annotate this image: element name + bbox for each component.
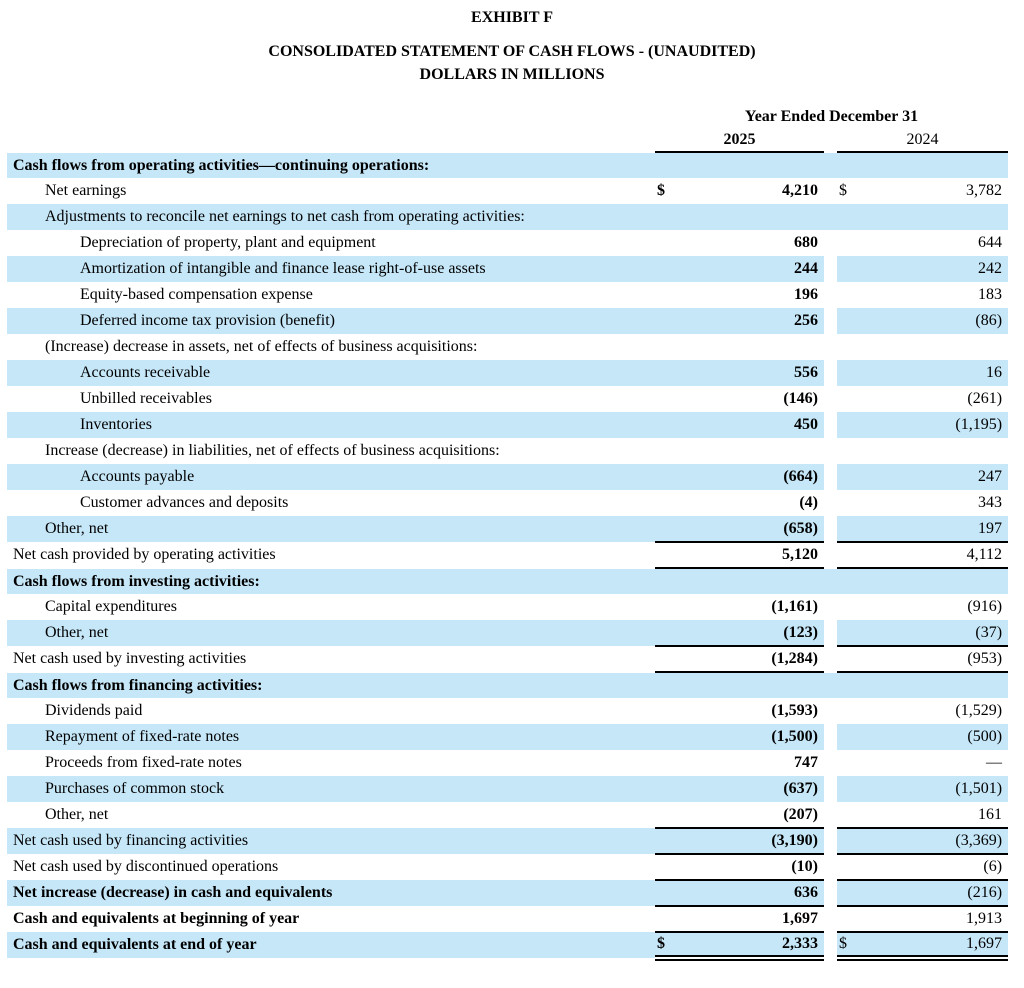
- value-2024: [837, 360, 1008, 386]
- value-text: (1,195): [955, 416, 1003, 433]
- row-label: Repayment of fixed-rate notes: [7, 724, 655, 750]
- column-gap: [824, 542, 837, 568]
- row-label: Accounts payable: [7, 464, 655, 490]
- column-gap: [824, 932, 837, 958]
- table-row: [7, 854, 1008, 880]
- column-gap: [824, 490, 837, 516]
- row-label: Adjustments to reconcile net earnings to net cash from operating activities:: [7, 204, 1008, 230]
- value-2024: [837, 386, 1008, 412]
- value-text: (216): [967, 884, 1003, 901]
- row-label: Accounts receivable: [7, 360, 655, 386]
- row-label: Cash and equivalents at end of year: [7, 932, 655, 958]
- value-text: (916): [967, 598, 1003, 615]
- row-label: Net cash used by discontinued operations: [13, 858, 279, 875]
- table-row: [7, 178, 1008, 204]
- row-label: Net cash used by financing activities: [7, 828, 655, 854]
- value-text: (3,190): [771, 832, 818, 849]
- value-text: 256: [794, 312, 818, 329]
- value-text: 450: [794, 416, 818, 433]
- row-label: (Increase) decrease in assets, net of effects of business acquisitions:: [45, 338, 478, 355]
- row-label: Other, net: [7, 620, 655, 646]
- column-gap: [824, 906, 837, 932]
- row-label: Cash flows from investing activities:: [7, 568, 1008, 594]
- value-text: (3,369): [955, 832, 1003, 849]
- value-text: 636: [794, 884, 818, 901]
- value-2025: [655, 620, 824, 646]
- column-gap: [824, 256, 837, 282]
- value-2025: [655, 932, 824, 958]
- table-row: [7, 802, 1008, 828]
- value-2025: [655, 646, 824, 672]
- column-gap: [824, 620, 837, 646]
- row-label: Net cash provided by operating activities: [13, 546, 276, 563]
- value-text: —: [986, 754, 1003, 771]
- value-2025: [655, 412, 824, 438]
- table-row: [7, 438, 1008, 464]
- column-gap: [824, 646, 837, 672]
- value-2025: [655, 542, 824, 568]
- header-spacer: [7, 106, 655, 128]
- row-label: Proceeds from fixed-rate notes: [45, 754, 242, 771]
- value-text: (953): [967, 650, 1003, 667]
- value-2025: [655, 282, 824, 308]
- value-text: (146): [783, 390, 818, 407]
- column-gap: [824, 880, 837, 906]
- value-2024: [837, 906, 1008, 932]
- value-text: 197: [978, 519, 1003, 537]
- value-text: (664): [783, 468, 818, 485]
- period-header-row: [7, 106, 1008, 128]
- row-label: Cash flows from operating activities—continuing operations:: [7, 152, 1008, 178]
- row-label: Equity-based compensation expense: [80, 286, 313, 303]
- period-header: Year Ended December 31: [744, 108, 919, 125]
- row-label: Deferred income tax provision (benefit): [7, 308, 655, 334]
- value-text: 196: [794, 286, 818, 303]
- value-text: 242: [978, 260, 1003, 277]
- table-row: [7, 542, 1008, 568]
- value-2025: [655, 386, 824, 412]
- value-2025: [655, 698, 824, 724]
- row-label: Dividends paid: [45, 702, 143, 719]
- dollar-sign: $: [657, 182, 665, 199]
- table-row: [7, 672, 1008, 698]
- value-text: 2,333: [782, 935, 818, 952]
- column-gap: [824, 386, 837, 412]
- value-text: (500): [967, 728, 1003, 745]
- table-row: [7, 620, 1008, 646]
- value-text: (637): [783, 780, 818, 797]
- table-row: [7, 568, 1008, 594]
- value-text: (1,593): [771, 702, 818, 719]
- row-label: Net earnings: [45, 182, 127, 199]
- value-2024: [837, 412, 1008, 438]
- row-label: Inventories: [7, 412, 655, 438]
- column-gap: [824, 776, 837, 802]
- value-text: 1,697: [966, 935, 1003, 952]
- value-text: 161: [978, 805, 1003, 823]
- table-row: [7, 516, 1008, 542]
- value-text: (658): [783, 519, 818, 537]
- column-gap: [824, 724, 837, 750]
- value-2024: [837, 256, 1008, 282]
- column-header-2025: 2025: [655, 128, 824, 152]
- row-label: Other, net: [7, 516, 655, 542]
- cash-flow-table: [7, 106, 1008, 961]
- column-gap: [824, 854, 837, 880]
- value-2024: [837, 880, 1008, 906]
- value-2024: [837, 230, 1008, 256]
- row-label: Amortization of intangible and finance lease right-of-use assets: [7, 256, 655, 282]
- column-gap: [824, 360, 837, 386]
- value-2025: [655, 230, 824, 256]
- table-row: [7, 698, 1008, 724]
- table-row: [7, 386, 1008, 412]
- value-text: (6): [983, 858, 1003, 875]
- value-2025: [655, 750, 824, 776]
- value-2024: [837, 594, 1008, 620]
- table-row: [7, 334, 1008, 360]
- value-text: (1,529): [955, 702, 1003, 719]
- table-row: [7, 828, 1008, 854]
- value-2025: [655, 594, 824, 620]
- value-text: (261): [967, 390, 1003, 407]
- value-2025: [655, 724, 824, 750]
- value-2024: [837, 828, 1008, 854]
- value-text: 1,913: [966, 910, 1003, 927]
- column-header-2024: 2024: [837, 128, 1008, 152]
- column-gap: [824, 412, 837, 438]
- statement-units: DOLLARS IN MILLIONS: [419, 66, 605, 83]
- row-label: Capital expenditures: [45, 598, 177, 615]
- value-text: (207): [783, 805, 818, 823]
- value-2025: [655, 828, 824, 854]
- value-2024: [837, 464, 1008, 490]
- column-gap: [824, 464, 837, 490]
- value-text: 183: [978, 286, 1003, 303]
- value-2024: [837, 542, 1008, 568]
- column-gap: [824, 698, 837, 724]
- row-label: Customer advances and deposits: [80, 494, 289, 511]
- value-2024: [837, 282, 1008, 308]
- exhibit-title: EXHIBIT F: [471, 9, 553, 26]
- value-2025: [655, 516, 824, 542]
- dollar-sign: $: [839, 182, 847, 199]
- value-2025: [655, 776, 824, 802]
- value-2025: [655, 360, 824, 386]
- table-row: [7, 308, 1008, 334]
- value-2025: [655, 880, 824, 906]
- row-label: Unbilled receivables: [80, 390, 212, 407]
- year-header-row: [7, 128, 1008, 152]
- column-gap: [824, 828, 837, 854]
- table-row: [7, 932, 1008, 958]
- column-gap: [824, 282, 837, 308]
- table-row: [7, 906, 1008, 932]
- value-text: 556: [794, 364, 818, 381]
- table-row: [7, 594, 1008, 620]
- value-2024: [837, 620, 1008, 646]
- cash-flow-table-body: [7, 152, 1008, 958]
- row-label: Net increase (decrease) in cash and equivalents: [7, 880, 655, 906]
- row-label: Net cash used by investing activities: [13, 650, 247, 667]
- value-2024: [837, 802, 1008, 828]
- row-label: Cash and equivalents at beginning of year: [13, 910, 300, 927]
- table-row: [7, 282, 1008, 308]
- value-text: 680: [794, 234, 818, 251]
- table-row: [7, 776, 1008, 802]
- value-2025: [655, 906, 824, 932]
- column-gap: [824, 178, 837, 204]
- statement-title: CONSOLIDATED STATEMENT OF CASH FLOWS - (UNAUDITED): [268, 43, 756, 60]
- value-2024: [837, 932, 1008, 958]
- document-header: [0, 9, 1024, 86]
- value-text: (123): [783, 623, 818, 641]
- value-2024: [837, 178, 1008, 204]
- value-2025: [655, 802, 824, 828]
- row-label: Other, net: [45, 806, 109, 823]
- value-text: 3,782: [966, 182, 1003, 199]
- table-row: [7, 412, 1008, 438]
- table-row: [7, 750, 1008, 776]
- table-row: [7, 204, 1008, 230]
- value-2024: [837, 308, 1008, 334]
- value-2025: [655, 256, 824, 282]
- value-text: 16: [986, 364, 1003, 381]
- column-gap: [824, 750, 837, 776]
- table-row: [7, 490, 1008, 516]
- cash-flow-table-head: [7, 106, 1008, 152]
- value-text: (37): [975, 623, 1003, 641]
- table-row: [7, 464, 1008, 490]
- value-text: 747: [794, 754, 818, 771]
- value-text: 4,210: [782, 182, 818, 199]
- value-2024: [837, 776, 1008, 802]
- dollar-sign: $: [839, 935, 847, 952]
- value-text: (86): [975, 312, 1003, 329]
- table-row: [7, 152, 1008, 178]
- value-2024: [837, 490, 1008, 516]
- value-text: (1,501): [955, 780, 1003, 797]
- table-row: [7, 880, 1008, 906]
- value-2025: [655, 308, 824, 334]
- value-2024: [837, 516, 1008, 542]
- value-text: (1,500): [771, 728, 818, 745]
- value-2024: [837, 750, 1008, 776]
- row-label: Cash flows from financing activities:: [7, 672, 1008, 698]
- value-2024: [837, 698, 1008, 724]
- value-text: 4,112: [966, 546, 1003, 563]
- table-row: [7, 360, 1008, 386]
- value-text: 5,120: [782, 546, 818, 563]
- value-2024: [837, 646, 1008, 672]
- value-text: 244: [794, 260, 818, 277]
- value-2025: [655, 490, 824, 516]
- value-text: 247: [978, 468, 1003, 485]
- value-text: 1,697: [782, 910, 818, 927]
- row-label: Increase (decrease) in liabilities, net of effects of business acquisitions:: [45, 442, 500, 459]
- column-gap: [824, 802, 837, 828]
- row-label: Purchases of common stock: [7, 776, 655, 802]
- table-row: [7, 256, 1008, 282]
- value-text: (1,284): [771, 650, 818, 667]
- column-gap: [824, 230, 837, 256]
- value-2025: [655, 464, 824, 490]
- value-text: (10): [791, 858, 818, 875]
- value-2024: [837, 724, 1008, 750]
- column-gap: [824, 128, 837, 152]
- value-text: 343: [978, 494, 1003, 511]
- row-label: Depreciation of property, plant and equipment: [80, 234, 376, 251]
- column-gap: [824, 516, 837, 542]
- value-text: (4): [799, 494, 818, 511]
- value-text: (1,161): [771, 598, 818, 615]
- value-2024: [837, 854, 1008, 880]
- value-2025: [655, 178, 824, 204]
- column-gap: [824, 594, 837, 620]
- table-row: [7, 724, 1008, 750]
- table-row: [7, 646, 1008, 672]
- value-2025: [655, 854, 824, 880]
- dollar-sign: $: [657, 935, 665, 952]
- table-row: [7, 230, 1008, 256]
- value-text: 644: [978, 234, 1003, 251]
- header-spacer: [7, 128, 655, 152]
- column-gap: [824, 308, 837, 334]
